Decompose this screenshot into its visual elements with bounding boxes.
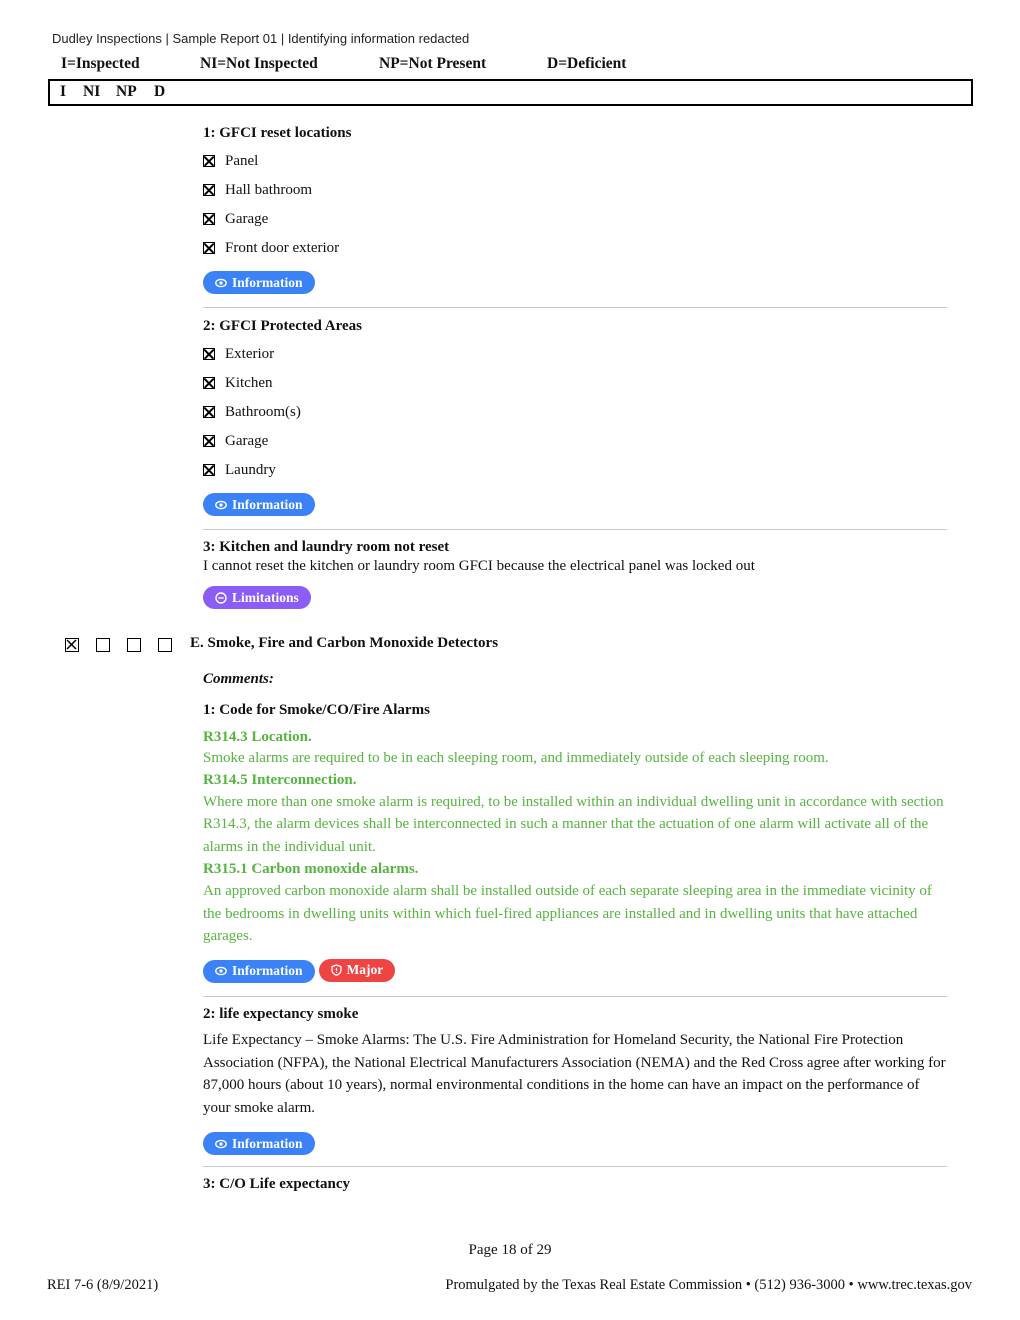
section-checkbox-ni[interactable] [96, 638, 110, 652]
promulgated-line: Promulgated by the Texas Real Estate Commission • (512) 936-3000 • www.trec.texas.gov [445, 1277, 972, 1293]
shield-icon [331, 964, 342, 976]
information-tag[interactable] [203, 271, 315, 294]
column-d: D [154, 83, 166, 100]
option-exterior[interactable] [203, 344, 947, 364]
code-heading: R314.3 Location. [203, 729, 312, 745]
tag-label: Information [232, 496, 303, 512]
checkbox-checked[interactable] [203, 406, 215, 418]
item-title: 2: GFCI Protected Areas [203, 318, 362, 334]
option-label: Exterior [225, 345, 275, 362]
tag-label: Information [232, 1135, 303, 1151]
option-label: Garage [225, 210, 269, 227]
checkbox-checked[interactable] [203, 155, 215, 167]
divider [203, 307, 947, 308]
option-label: Garage [225, 432, 269, 449]
item-title: 3: Kitchen and laundry room not reset [203, 539, 450, 555]
major-tag[interactable] [319, 959, 396, 982]
code-text: An approved carbon monoxide alarm shall be installed outside of each separate sleeping area in the immediate vicinity of the bedrooms in dwelling units within which fuel-fired appliances are installed and in dwelling units that have attached garages. [203, 883, 932, 944]
legend-inspected: I=Inspected [61, 55, 140, 72]
legend-deficient: D=Deficient [547, 55, 627, 72]
item-gfci-protected-areas [203, 318, 947, 516]
option-bathrooms[interactable] [203, 402, 947, 422]
minus-circle-icon [215, 592, 227, 604]
information-tag[interactable] [203, 493, 315, 516]
code-text: Where more than one smoke alarm is required, to be installed within an individual dwelling unit in accordance with section R314.3, the alarm devices shall be interconnected in such a manner that the actuation of one alarm will activate all of the alarms in the individual unit. [203, 793, 944, 855]
checkbox-checked[interactable] [203, 464, 215, 476]
option-laundry[interactable] [203, 460, 947, 480]
option-hall-bathroom[interactable] [203, 180, 947, 200]
column-ni: NI [83, 83, 101, 100]
eye-icon [215, 500, 227, 510]
column-np: NP [116, 83, 137, 100]
item-title: 1: GFCI reset locations [203, 125, 352, 141]
option-garage[interactable] [203, 431, 947, 451]
eye-icon [215, 1139, 227, 1149]
option-front-door-exterior[interactable] [203, 238, 947, 258]
divider [203, 529, 947, 530]
item-text: I cannot reset the kitchen or laundry room GFCI because the electrical panel was locked out [203, 558, 755, 574]
option-label: Front door exterior [225, 239, 340, 256]
checkbox-checked[interactable] [203, 435, 215, 447]
section-title: E. Smoke, Fire and Carbon Monoxide Detectors [190, 635, 499, 651]
legend-not-present: NP=Not Present [379, 55, 487, 72]
information-tag[interactable] [203, 1132, 315, 1155]
code-heading: R315.1 Carbon monoxide alarms. [203, 861, 419, 877]
item-kitchen-laundry-not-reset [203, 539, 947, 609]
option-label: Laundry [225, 461, 276, 478]
tag-label: Information [232, 274, 303, 290]
divider [203, 1166, 947, 1167]
checkbox-checked[interactable] [203, 377, 215, 389]
comments-block [203, 671, 947, 983]
section-checkbox-np[interactable] [127, 638, 141, 652]
check-x-icon [66, 639, 77, 650]
option-panel[interactable] [203, 151, 947, 171]
option-label: Kitchen [225, 374, 273, 391]
section-checkbox-i[interactable] [65, 638, 79, 652]
page-number: Page 18 of 29 [468, 1242, 552, 1258]
checkbox-checked[interactable] [203, 184, 215, 196]
checkbox-checked[interactable] [203, 348, 215, 360]
item-life-expectancy-smoke [203, 1006, 947, 1155]
option-label: Panel [225, 152, 259, 169]
item-gfci-reset-locations [203, 125, 947, 294]
form-number: REI 7-6 (8/9/2021) [47, 1277, 159, 1293]
report-header-note: Dudley Inspections | Sample Report 01 | Identifying information redacted [52, 31, 470, 46]
limitations-tag[interactable] [203, 586, 311, 609]
tag-label: Limitations [232, 589, 299, 605]
comments-label: Comments: [203, 671, 274, 687]
code-references [203, 727, 947, 948]
tag-label: Major [346, 962, 384, 977]
code-heading: R314.5 Interconnection. [203, 771, 357, 788]
item-title: 2: life expectancy smoke [203, 1006, 359, 1022]
column-header-box [48, 79, 973, 106]
section-checkbox-d[interactable] [158, 638, 172, 652]
information-tag[interactable] [203, 960, 315, 983]
item-title: 1: Code for Smoke/CO/Fire Alarms [203, 702, 430, 718]
checkbox-checked[interactable] [203, 213, 215, 225]
eye-icon [215, 966, 227, 976]
option-garage[interactable] [203, 209, 947, 229]
option-label: Hall bathroom [225, 181, 313, 198]
divider [203, 996, 947, 997]
tag-label: Information [232, 963, 303, 978]
checkbox-checked[interactable] [203, 242, 215, 254]
eye-icon [215, 278, 227, 288]
column-i: I [60, 83, 67, 100]
code-text: Smoke alarms are required to be in each sleeping room, and immediately outside of each sleeping room. [203, 750, 829, 766]
item-co-life-expectancy: 3: C/O Life expectancy [203, 1176, 351, 1192]
legend-not-inspected: NI=Not Inspected [200, 55, 318, 72]
option-label: Bathroom(s) [225, 403, 301, 420]
option-kitchen[interactable] [203, 373, 947, 393]
item-text: Life Expectancy – Smoke Alarms: The U.S. Fire Administration for Homeland Security, the National Fire Protection Association (NFPA), the National Electrical Manufacturers Association (NEMA) and the Red Cross agree after working for 87,000 hours (about 10 years), normal environmental conditions in the home can have an impact on the performance of your smoke alarm. [203, 1032, 946, 1116]
